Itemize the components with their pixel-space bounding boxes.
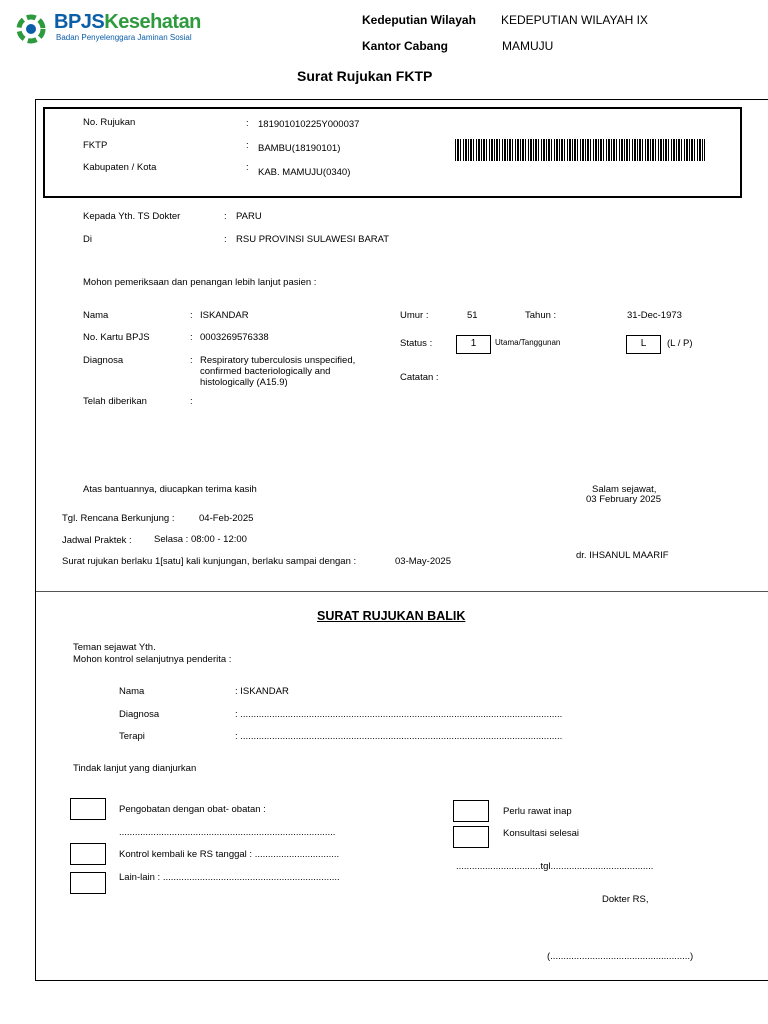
status-desc: Utama/Tanggunan xyxy=(495,338,561,347)
obat-dots: .................................................................................. xyxy=(119,827,336,838)
umur-label: Umur : xyxy=(400,310,429,321)
kepada-value: PARU xyxy=(236,211,262,222)
tahun-value: 31-Dec-1973 xyxy=(627,310,682,321)
balik-nama-label: Nama xyxy=(119,686,145,697)
colon: : xyxy=(190,396,193,407)
no-rujukan-value: 181901010225Y000037 xyxy=(258,119,360,130)
teman-text: Teman sejawat Yth. xyxy=(73,642,156,653)
colon: : xyxy=(190,355,193,366)
thanks-text: Atas bantuannya, diucapkan terima kasih xyxy=(83,484,257,495)
kartu-value: 0003269576338 xyxy=(200,332,269,343)
kabupaten-value: KAB. MAMUJU(0340) xyxy=(258,167,351,178)
tindak-text: Tindak lanjut yang dianjurkan xyxy=(73,763,197,774)
di-value: RSU PROVINSI SULAWESI BARAT xyxy=(236,234,390,245)
nama-value: ISKANDAR xyxy=(200,310,249,321)
balik-terapi-value: : .......................................................................................................................... xyxy=(235,731,563,742)
logo-brand-blue: BPJS xyxy=(54,11,105,33)
balik-terapi-label: Terapi xyxy=(119,731,145,742)
cabang-label: Kantor Cabang xyxy=(362,39,449,53)
no-rujukan-label: No. Rujukan xyxy=(83,117,136,128)
catatan-label: Catatan : xyxy=(400,372,439,383)
berlaku-value: 03-May-2025 xyxy=(395,556,451,567)
diagnosa-label: Diagnosa xyxy=(83,355,124,366)
balik-title: SURAT RUJUKAN BALIK xyxy=(317,609,466,623)
rencana-label: Tgl. Rencana Berkunjung : xyxy=(62,513,175,524)
umur-value: 51 xyxy=(467,310,478,321)
bpjs-logo-icon xyxy=(16,14,46,44)
tgl-line: ................................tgl....................................... xyxy=(456,861,654,872)
logo-tagline: Badan Penyelenggara Jaminan Sosial xyxy=(56,33,192,42)
barcode-icon xyxy=(455,139,705,161)
colon: : xyxy=(224,211,227,222)
balik-diagnosa-value: : .......................................................................................................................... xyxy=(235,709,563,720)
lain-label: Lain-lain : ................................................................... xyxy=(119,872,340,883)
dokter-rs-label: Dokter RS, xyxy=(602,894,649,905)
rawat-label: Perlu rawat inap xyxy=(503,806,572,817)
obat-label: Pengobatan dengan obat- obatan : xyxy=(119,804,266,815)
jadwal-label: Jadwal Praktek : xyxy=(62,535,132,546)
rencana-value: 04-Feb-2025 xyxy=(199,513,254,524)
colon: : xyxy=(246,162,249,173)
doctor-name: dr. IHSANUL MAARIF xyxy=(576,550,669,561)
kabupaten-label: Kabupaten / Kota xyxy=(83,162,157,173)
colon: : xyxy=(246,140,249,151)
wilayah-value: KEDEPUTIAN WILAYAH IX xyxy=(501,13,648,27)
kontrol-checkbox[interactable] xyxy=(70,843,106,865)
colon: : xyxy=(190,310,193,321)
tahun-label: Tahun : xyxy=(525,310,557,321)
colon: : xyxy=(246,118,249,129)
page-title: Surat Rujukan FKTP xyxy=(297,68,433,84)
berlaku-text: Surat rujukan berlaku 1[satu] kali kunjungan, berlaku sampai dengan : xyxy=(62,556,357,567)
cabang-value: MAMUJU xyxy=(502,39,554,53)
balik-mohon-text: Mohon kontrol selanjutnya penderita : xyxy=(73,654,232,665)
mohon-text: Mohon pemeriksaan dan penangan lebih lanjut pasien : xyxy=(83,277,317,288)
obat-checkbox[interactable] xyxy=(70,798,106,820)
section-divider xyxy=(36,591,768,592)
kepada-label: Kepada Yth. TS Dokter xyxy=(83,211,181,222)
signature-line: (.....................................................) xyxy=(547,951,694,962)
logo-brand-green: Kesehatan xyxy=(104,11,201,33)
status-box: 1 xyxy=(456,335,491,354)
fktp-label: FKTP xyxy=(83,140,108,151)
sex-box: L xyxy=(626,335,661,354)
diagnosa-value: Respiratory tuberculosis unspecified, confirmed bacteriologically and histologically (A15.9) xyxy=(200,355,356,388)
di-label: Di xyxy=(83,234,92,245)
jadwal-value: Selasa : 08:00 - 12:00 xyxy=(154,534,247,545)
logo-brand xyxy=(54,11,201,34)
colon: : xyxy=(190,332,193,343)
kartu-label: No. Kartu BPJS xyxy=(83,332,150,343)
nama-label: Nama xyxy=(83,310,109,321)
balik-nama-value: : ISKANDAR xyxy=(235,686,289,697)
colon: : xyxy=(224,234,227,245)
wilayah-label: Kedeputian Wilayah xyxy=(362,13,476,27)
closing-date: 03 February 2025 xyxy=(586,494,661,505)
kontrol-label: Kontrol kembali ke RS tanggal : ................................ xyxy=(119,849,340,860)
konsultasi-checkbox[interactable] xyxy=(453,826,489,848)
diberikan-label: Telah diberikan xyxy=(83,396,147,407)
balik-diagnosa-label: Diagnosa xyxy=(119,709,160,720)
status-label: Status : xyxy=(400,338,433,349)
rawat-checkbox[interactable] xyxy=(453,800,489,822)
konsultasi-label: Konsultasi selesai xyxy=(503,828,580,839)
salam-text: Salam sejawat, xyxy=(592,484,657,495)
fktp-value: BAMBU(18190101) xyxy=(258,143,341,154)
sex-desc: (L / P) xyxy=(667,338,693,349)
lain-checkbox[interactable] xyxy=(70,872,106,894)
